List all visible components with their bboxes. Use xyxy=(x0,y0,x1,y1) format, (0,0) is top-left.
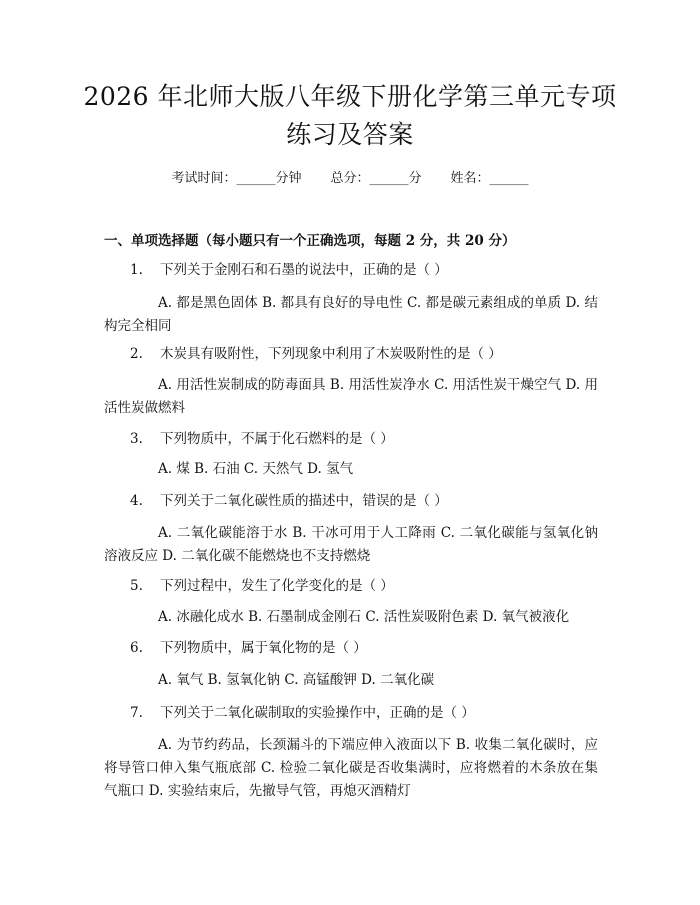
question-number: 3. xyxy=(130,431,143,447)
total-score-field: 总分：______分 xyxy=(330,171,422,186)
question-stem xyxy=(130,639,367,657)
question-stem xyxy=(130,345,502,363)
question-text: 下列物质中，不属于化石燃料的是（ ） xyxy=(160,431,394,447)
question-options: A. 二氧化碳能溶于水 B. 干冰可用于人工降雨 C. 二氧化碳能与氢氧化钠溶液反应 D. 二氧化碳不能燃烧也不支持燃烧 xyxy=(104,525,598,564)
question-text: 下列物质中，属于氧化物的是（ ） xyxy=(160,640,367,656)
exam-time-field: 考试时间：______分钟 xyxy=(171,171,302,186)
question-number: 7. xyxy=(130,705,143,721)
question-number: 2. xyxy=(130,346,143,362)
question-text: 木炭具有吸附性，下列现象中利用了木炭吸附性的是（ ） xyxy=(160,346,502,362)
question-options: A. 煤 B. 石油 C. 天然气 D. 氢气 xyxy=(158,461,354,477)
question-options: A. 冰融化成水 B. 石墨制成金刚石 C. 活性炭吸附色素 D. 氧气被液化 xyxy=(158,609,570,625)
question-number: 1. xyxy=(130,262,143,278)
question-options: A. 都是黑色固体 B. 都具有良好的导电性 C. 都是碳元素组成的单质 D. 结构完全相同 xyxy=(104,295,598,334)
question-stem xyxy=(130,492,448,510)
question-text: 下列关于金刚石和石墨的说法中，正确的是（ ） xyxy=(160,262,448,278)
exam-meta-line xyxy=(0,170,700,188)
question-options: A. 为节约药品，长颈漏斗的下端应伸入液面以下 B. 收集二氧化碳时，应将导管口伸入集气瓶底部 C. 检验二氧化碳是否收集满时，应将燃着的木条放在集气瓶口 D. 实验结束后，先撤导气管，再熄灭酒精灯 xyxy=(104,737,598,799)
question-number: 5. xyxy=(130,578,143,594)
question-stem xyxy=(130,577,394,595)
question-number: 6. xyxy=(130,640,143,656)
question-text: 下列过程中，发生了化学变化的是（ ） xyxy=(160,578,394,594)
question-stem xyxy=(130,704,475,722)
question-number: 4. xyxy=(130,493,143,509)
question-stem xyxy=(130,430,394,448)
name-field: 姓名：______ xyxy=(450,171,529,186)
document-title: 2026 年北师大版八年级下册化学第三单元专项练习及答案 xyxy=(83,82,617,149)
question-text: 下列关于二氧化碳制取的实验操作中，正确的是（ ） xyxy=(160,705,475,721)
question-text: 下列关于二氧化碳性质的描述中，错误的是（ ） xyxy=(160,493,448,509)
question-options: A. 用活性炭制成的防毒面具 B. 用活性炭净水 C. 用活性炭干燥空气 D. 用活性炭做燃料 xyxy=(104,377,598,416)
question-options: A. 氧气 B. 氢氧化钠 C. 高锰酸钾 D. 二氧化碳 xyxy=(158,672,435,688)
section-heading: 一、单项选择题（每小题只有一个正确选项，每题 2 分，共 20 分） xyxy=(104,233,516,249)
question-stem xyxy=(130,261,448,279)
